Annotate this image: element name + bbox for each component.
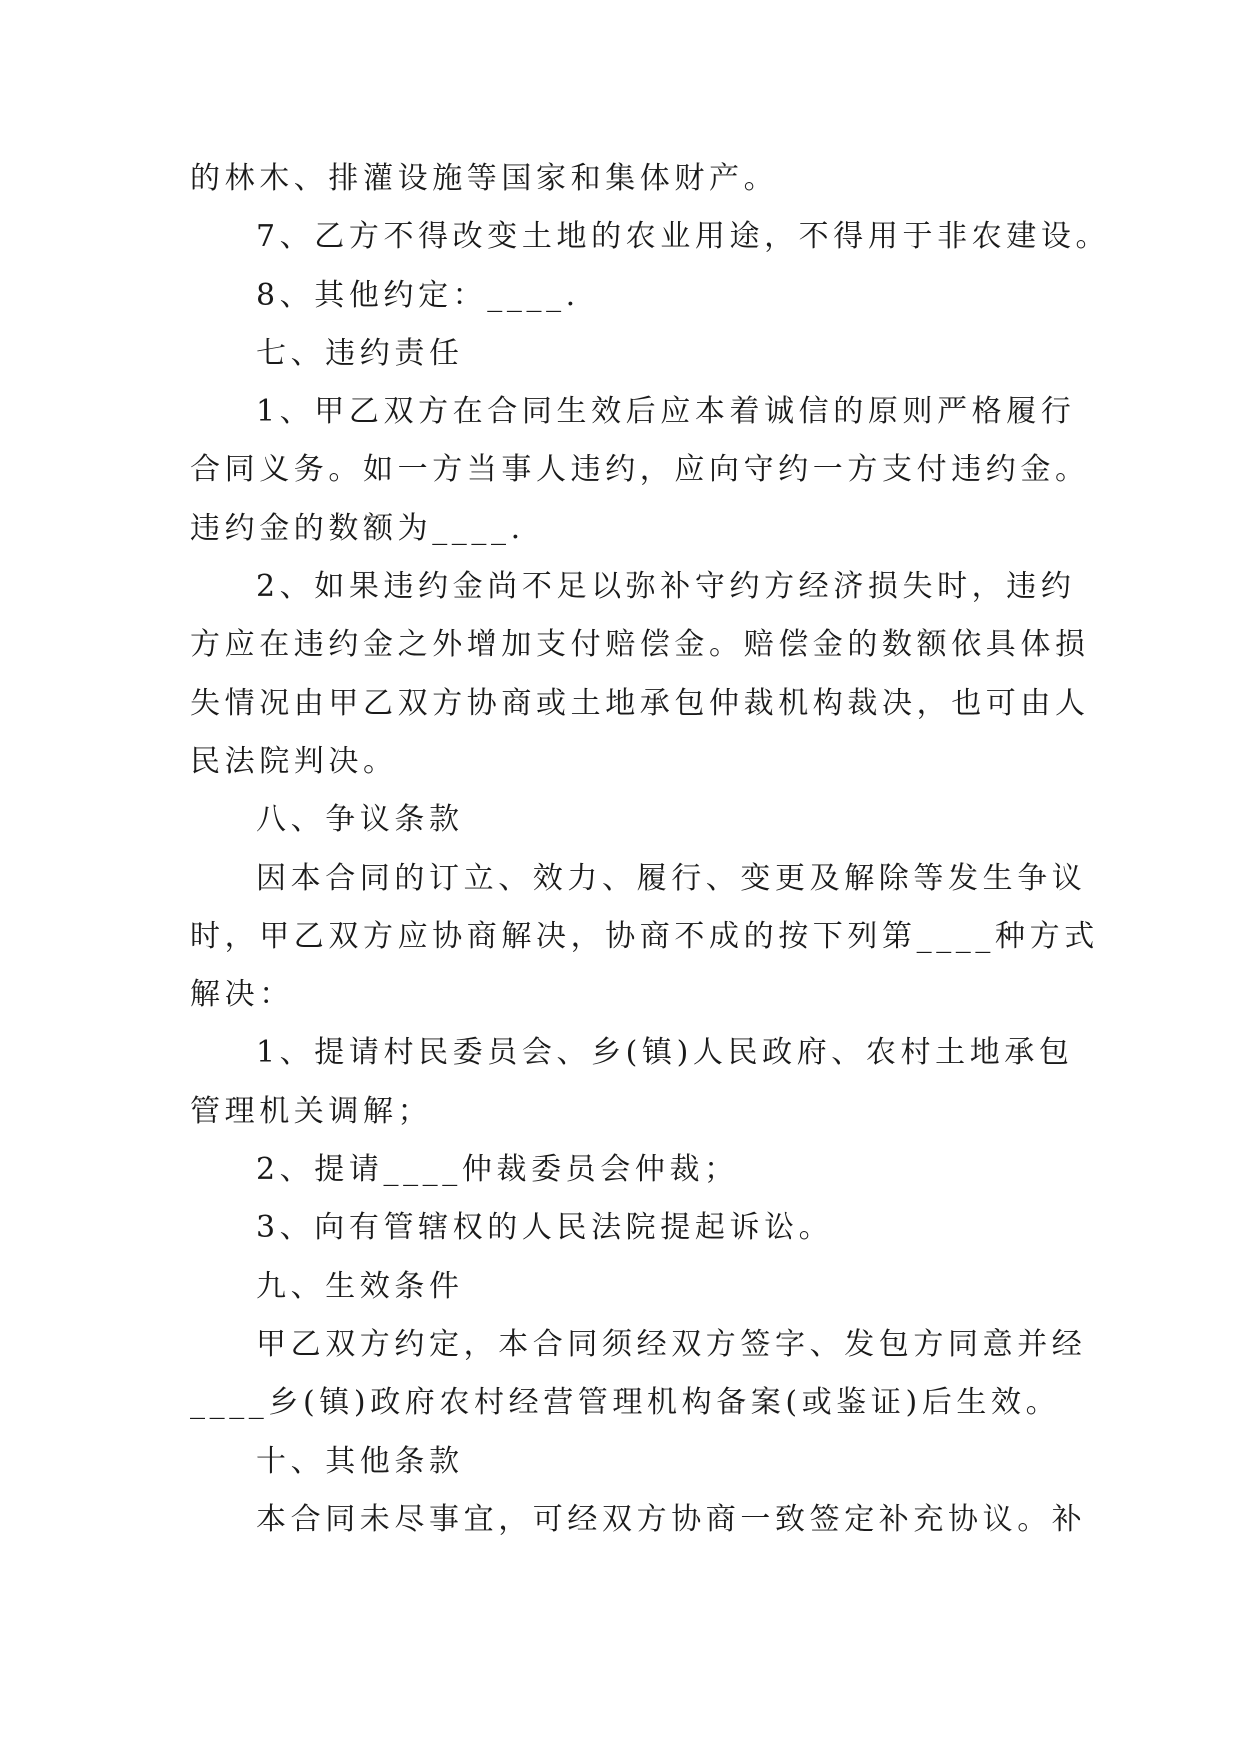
text-line: 解决： [190, 977, 294, 1013]
text-line: 1、甲乙双方在合同生效后应本着诚信的原则严格履行 [256, 394, 1076, 430]
text-line: 本合同未尽事宜，可经双方协商一致签定补充协议。补 [256, 1501, 1087, 1537]
text-line: 方应在违约金之外增加支付赔偿金。赔偿金的数额依具体损 [190, 627, 1090, 663]
text-line: 违约金的数额为____. [190, 510, 525, 546]
text-line: 甲乙双方约定，本合同须经双方签字、发包方同意并经 [256, 1326, 1087, 1362]
section-heading: 八、争议条款 [256, 802, 464, 838]
text-line: 管理机关调解； [190, 1093, 433, 1129]
section-heading: 十、其他条款 [256, 1443, 464, 1479]
text-line: 时，甲乙双方应协商解决，协商不成的按下列第____种方式 [190, 918, 1099, 954]
section-heading: 七、违约责任 [256, 335, 464, 371]
text-line: 失情况由甲乙双方协商或土地承包仲裁机构裁决，也可由人 [190, 685, 1090, 721]
text-line: 2、如果违约金尚不足以弥补守约方经济损失时，违约 [256, 569, 1076, 605]
text-line: 民法院判决。 [190, 743, 398, 779]
section-heading: 九、生效条件 [256, 1268, 464, 1304]
text-line: 因本合同的订立、效力、履行、变更及解除等发生争议 [256, 860, 1087, 896]
contract-body-text [190, 150, 1111, 1549]
text-line: 合同义务。如一方当事人违约，应向守约一方支付违约金。 [190, 452, 1090, 488]
text-line: 7、乙方不得改变土地的农业用途，不得用于非农建设。 [256, 219, 1111, 255]
text-line: ____乡(镇)政府农村经营管理机构备案(或鉴证)后生效。 [190, 1385, 1061, 1421]
text-line: 3、向有管辖权的人民法院提起诉讼。 [256, 1210, 834, 1246]
text-line: 8、其他约定：____. [256, 277, 580, 313]
text-line: 1、提请村民委员会、乡(镇)人民政府、农村土地承包 [256, 1035, 1074, 1071]
text-line: 的林木、排灌设施等国家和集体财产。 [190, 161, 779, 196]
text-line: 2、提请____仲裁委员会仲裁； [256, 1152, 739, 1188]
